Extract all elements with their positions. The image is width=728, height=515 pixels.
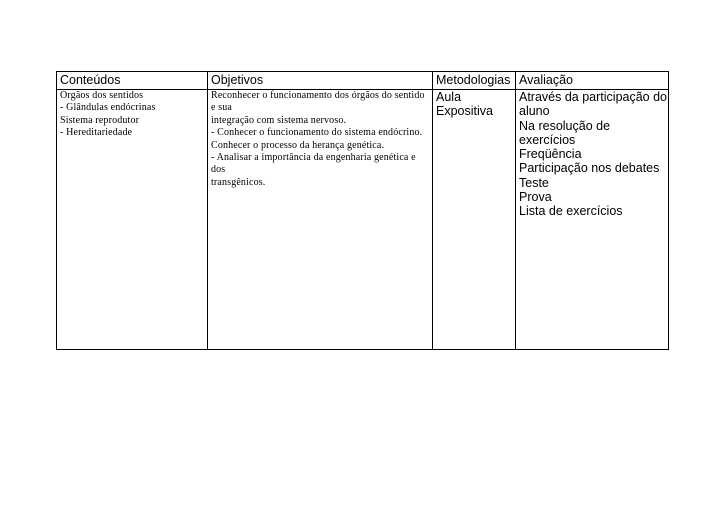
lesson-plan-table — [56, 71, 669, 350]
conteudos-line: Sistema reprodutor — [60, 114, 140, 126]
cell-objetivos — [208, 90, 433, 350]
header-conteudos: Conteúdos — [57, 72, 208, 90]
table-header-row — [57, 72, 669, 90]
metodologias-line: Aula — [436, 90, 462, 104]
avaliacao-line: Lista de exercícios — [519, 204, 623, 219]
objetivos-line: - Analisar a importância da engenharia genética e — [211, 152, 416, 164]
objetivos-line: Conhecer o processo da herança genética. — [211, 139, 385, 151]
conteudos-line: Órgãos dos sentidos — [60, 90, 144, 101]
conteudos-line: - Glândulas endócrinas — [60, 102, 156, 114]
header-metodologias: Metodologias — [433, 72, 516, 90]
objetivos-line: integração com sistema nervoso. — [211, 114, 347, 126]
cell-avaliacao — [516, 90, 669, 350]
objetivos-line: Reconhecer o funcionamento dos órgãos do sentido — [211, 90, 425, 101]
avaliacao-line: Através da participação do — [519, 90, 668, 104]
conteudos-line: - Hereditariedade — [60, 127, 133, 139]
avaliacao-line: exercícios — [519, 132, 576, 147]
avaliacao-line: Prova — [519, 190, 552, 205]
metodologias-line: Expositiva — [436, 104, 493, 119]
avaliacao-line: aluno — [519, 104, 550, 119]
header-avaliacao: Avaliação — [516, 72, 669, 90]
header-objetivos: Objetivos — [208, 72, 433, 90]
objetivos-line: transgênicos. — [211, 176, 266, 188]
cell-conteudos — [57, 90, 208, 350]
objetivos-line: e sua — [211, 102, 233, 114]
avaliacao-line: Na resolução de — [519, 118, 611, 133]
table-row — [57, 90, 669, 350]
objetivos-line: - Conhecer o funcionamento do sistema endócrino. — [211, 127, 423, 139]
avaliacao-line: Teste — [519, 175, 549, 190]
cell-metodologias — [433, 90, 516, 350]
objetivos-line: dos — [211, 164, 226, 176]
avaliacao-line: Participação nos debates — [519, 161, 660, 176]
avaliacao-line: Freqüência — [519, 147, 582, 162]
